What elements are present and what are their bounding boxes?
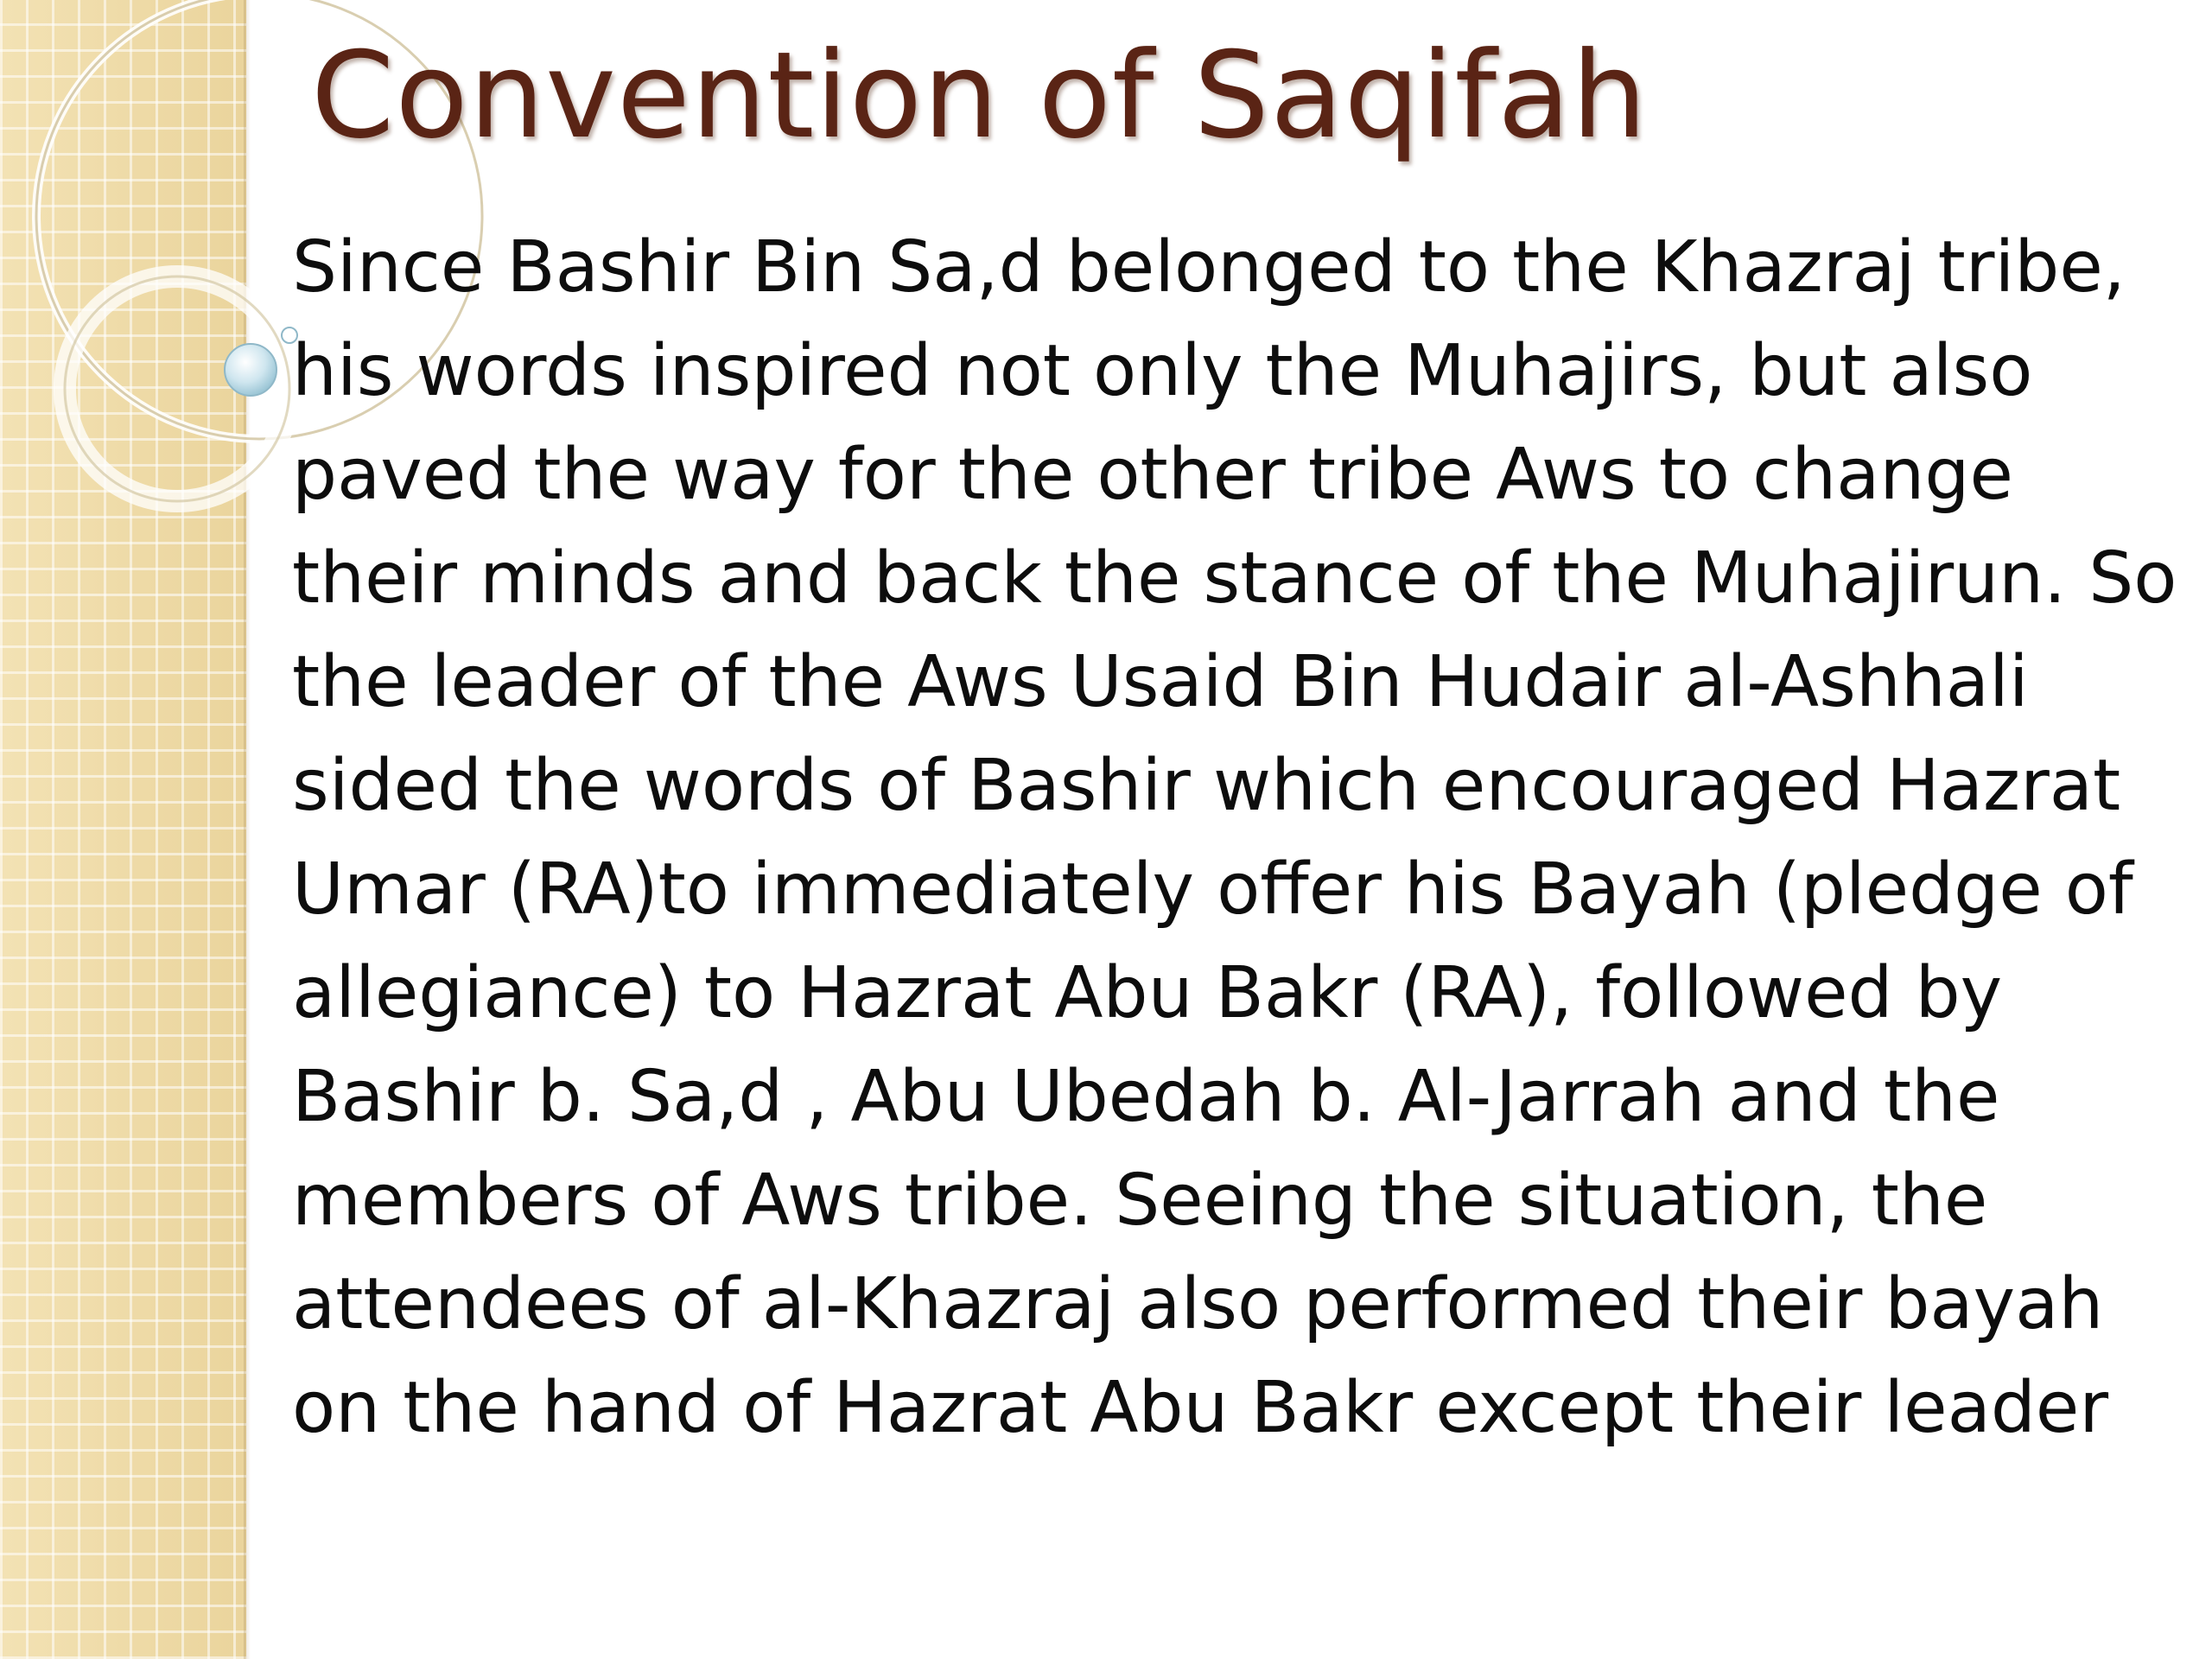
body-line: members of Aws tribe. Seeing the situation, the xyxy=(292,1160,1988,1242)
body-line: attendees of al-Khazraj also performed their bayah xyxy=(292,1263,2104,1345)
slide-title: Convention of Saqifah xyxy=(311,26,1649,165)
body-line: allegiance) to Hazrat Abu Bakr (RA), followed by xyxy=(292,952,2003,1034)
body-line: the leader of the Aws Usaid Bin Hudair al-Ashhali xyxy=(292,641,2029,723)
slide-body-text xyxy=(292,216,2184,1460)
body-line: sided the words of Bashir which encouraged Hazrat xyxy=(292,745,2121,827)
body-line: paved the way for the other tribe Aws to change xyxy=(292,434,2013,516)
body-line: Umar (RA)to immediately offer his Bayah (pledge of xyxy=(292,849,2133,931)
body-line: on the hand of Hazrat Abu Bakr except their leader xyxy=(292,1367,2109,1449)
body-line: Since Bashir Bin Sa,d belonged to the Khazraj tribe, xyxy=(292,226,2126,308)
body-line: their minds and back the stance of the Muhajirun. So xyxy=(292,537,2177,620)
body-line: his words inspired not only the Muhajirs, but also xyxy=(292,330,2033,412)
body-line: Bashir b. Sa,d , Abu Ubedah b. Al-Jarrah and the xyxy=(292,1056,2000,1138)
